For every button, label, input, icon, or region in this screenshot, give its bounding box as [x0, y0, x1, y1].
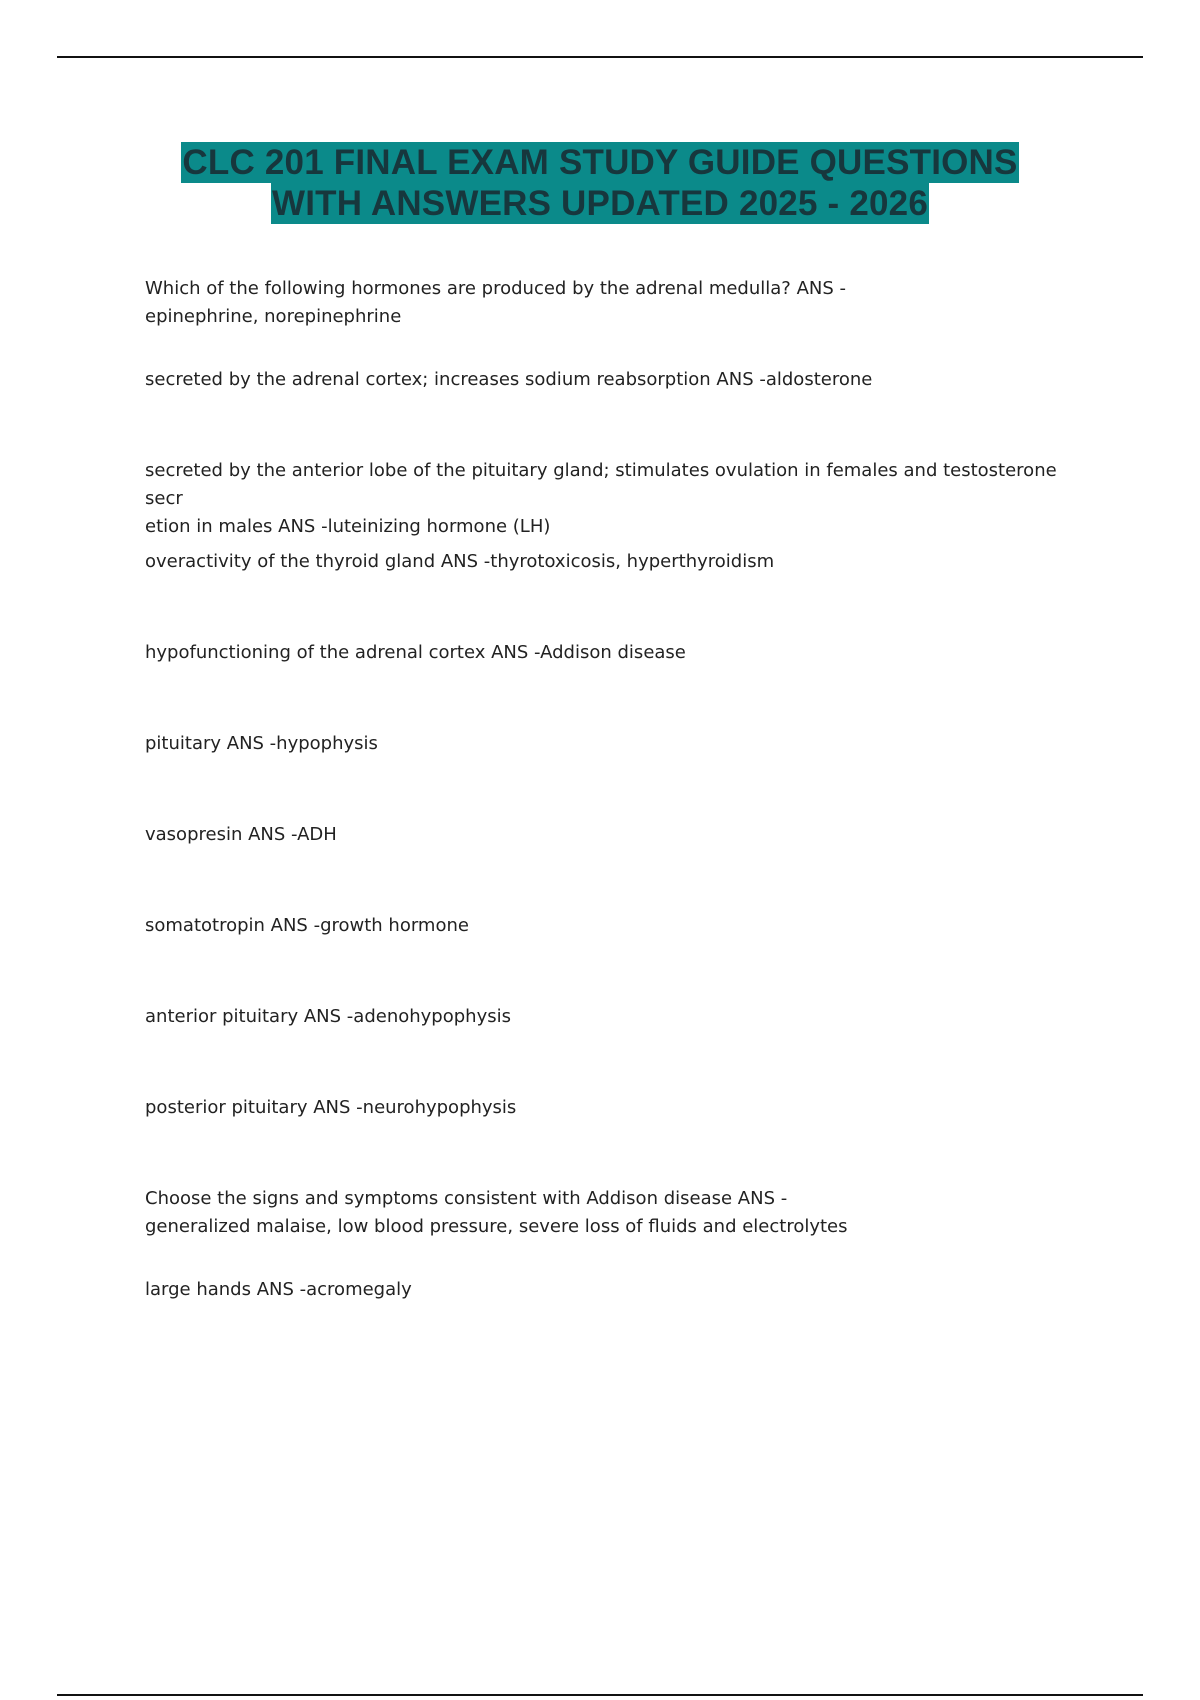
- question-answer-list: [145, 275, 1085, 1367]
- qa-item-adh: vasopresin ANS -ADH: [145, 824, 337, 845]
- qa-item-neurohypophysis: posterior pituitary ANS -neurohypophysis: [145, 1097, 517, 1118]
- document-title: [0, 142, 1200, 224]
- top-rule: [57, 56, 1143, 58]
- qa-item-adenohypophysis: anterior pituitary ANS -adenohypophysis: [145, 1006, 511, 1027]
- qa-item-luteinizing-hormone: secreted by the anterior lobe of the pituitary gland; stimulates ovulation in females and testosterone secr etion in males ANS -luteinizing hormone (LH): [145, 460, 1057, 537]
- qa-item-hypophysis: pituitary ANS -hypophysis: [145, 733, 378, 754]
- qa-item-acromegaly: large hands ANS -acromegaly: [145, 1279, 412, 1300]
- qa-item-adrenal-medulla: Which of the following hormones are produced by the adrenal medulla? ANS - epinephrine, norepinephrine: [145, 278, 846, 327]
- qa-item-growth-hormone: somatotropin ANS -growth hormone: [145, 915, 469, 936]
- qa-item-addison-disease: hypofunctioning of the adrenal cortex ANS -Addison disease: [145, 642, 686, 663]
- qa-item-aldosterone: secreted by the adrenal cortex; increases sodium reabsorption ANS -aldosterone: [145, 369, 873, 390]
- qa-item-hyperthyroidism: overactivity of the thyroid gland ANS -thyrotoxicosis, hyperthyroidism: [145, 551, 775, 572]
- title-line-2: WITH ANSWERS UPDATED 2025 - 2026: [272, 184, 928, 223]
- title-line-1: CLC 201 FINAL EXAM STUDY GUIDE QUESTIONS: [182, 143, 1018, 182]
- qa-item-addison-symptoms: Choose the signs and symptoms consistent with Addison disease ANS - generalized malaise, low blood pressure, severe loss of fluids and electrolytes: [145, 1188, 848, 1237]
- bottom-rule: [57, 1694, 1143, 1696]
